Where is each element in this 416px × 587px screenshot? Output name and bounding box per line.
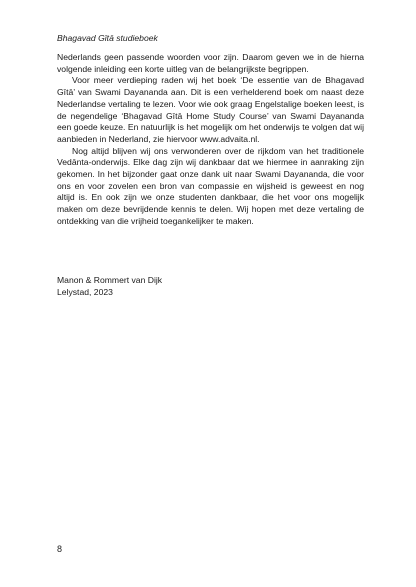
running-header: Bhagavad Gītā studieboek <box>57 33 158 43</box>
paragraph-continued: Nederlands geen passende woorden voor zijn. Daarom geven we in de hierna volgende inleiding een korte uitleg van de belangrijkste begrippen. <box>57 52 364 74</box>
paragraph-gratitude: Nog altijd blijven wij ons verwonderen over de rijkdom van het traditionele Vedānta-onderwijs. Elke dag zijn wij dankbaar dat we hiermee in aanraking zijn gekomen. In het bijzonder gaat onze dank uit naar Swami Dayananda, die voor ons en voor zovelen een bron van compassie en wijsheid is geweest en nog altijd is. En ook zijn we onze studenten dankbaar, die het voor ons mogelijk maken om deze bevrijdende kennis te delen. Wij hopen met deze vertaling de ontdekking van die vrijheid toegankelijker te maken. <box>57 145 364 226</box>
page-number: 8 <box>57 544 63 554</box>
paragraph-recommendation: Voor meer verdieping raden wij het boek ‘De essentie van de Bhagavad Gītā’ van Swami Dayananda aan. Dit is een verhelderend boek om naast deze Nederlandse vertaling te lezen. Voor wie ook graag Engelstalige boeken leest, is de negendelige ‘Bhagavad Gītā Home Study Course’ van Swami Dayananda een goede keuze. En natuurlijk is het mogelijk om het onderwijs te volgen dat wij aanbieden in Nederland, zie hiervoor www.advaita.nl. <box>57 75 364 144</box>
author-names: Manon & Rommert van Dijk <box>57 275 163 285</box>
body-text <box>57 52 364 228</box>
signature-block <box>57 275 162 298</box>
place-date: Lelystad, 2023 <box>57 286 113 297</box>
